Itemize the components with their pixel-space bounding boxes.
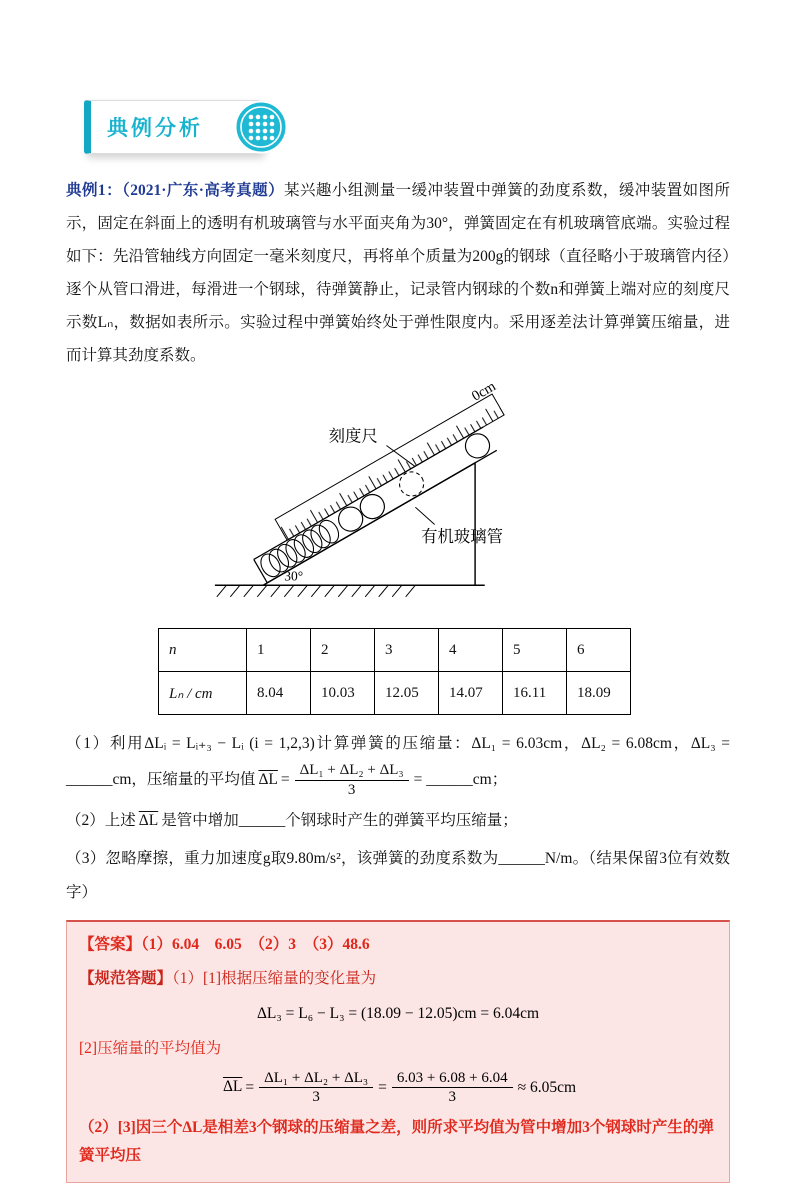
measurement-table <box>158 628 631 715</box>
table-cell: 1 <box>247 629 311 672</box>
table-cell: 18.09 <box>567 672 631 715</box>
fraction-numerator: 6.03 + 6.08 + 6.04 <box>392 1069 513 1089</box>
ground-hatching <box>217 585 416 597</box>
tube-leader-line <box>415 507 434 524</box>
table-row-L <box>159 672 631 715</box>
table-cell: 6 <box>567 629 631 672</box>
fraction-denominator: 3 <box>444 1088 462 1107</box>
fraction-denominator: 3 <box>343 781 361 800</box>
table-cell: 5 <box>503 629 567 672</box>
solution-step-3: （2）[3]因三个ΔL是相差3个钢球的压缩量之差，则所求平均值为管中增加3个钢球时产生的弹簧平均压 <box>79 1110 717 1174</box>
apparatus-figure <box>186 378 610 624</box>
problem-body-text: 某兴趣小组测量一缓冲装置中弹簧的劲度系数，缓冲装置如图所示，固定在斜面上的透明有机玻璃管与水平面夹角为30°，弹簧固定在有机玻璃管底端。实验过程如下：先沿管轴线方向固定一毫米刻度尺，再将单个质量为200g的钢球（直径略小于玻璃管内径）逐个从管口滑进，每滑进一个钢球，待弹簧静止，记录管内钢球的个数n和弹簧上端对应的刻度尺示数Lₙ，数据如表所示。实验过程中弹簧始终处于弹性限度内。采用逐差法计算弹簧压缩量，进而计算其劲度系数。 <box>66 182 730 364</box>
equals-sign: = <box>245 1078 254 1095</box>
solution-header-text: （1）[1]根据压缩量的变化量为 <box>172 970 376 987</box>
row-header-L: Lₙ / cm <box>159 672 247 715</box>
solution-formula-average <box>79 1066 717 1111</box>
ruler-label: 刻度尺 <box>329 427 378 446</box>
zero-mark-label: 0cm <box>469 378 499 404</box>
answer-text: （1）6.04 6.05 （2）3 （3）48.6 <box>141 936 370 953</box>
solution-step-2: [2]压缩量的平均值为 <box>79 1032 717 1066</box>
average-symbol: $\overline{\Delta L}$ <box>223 1078 242 1095</box>
q1-values: ΔL₁ = 6.03cm，ΔL₂ = 6.08cm，ΔL₃ = ______cm，压缩量的平均值 <box>66 735 730 788</box>
q1-average-symbol: $\overline{\Delta L}$ <box>258 771 277 788</box>
table-cell: 10.03 <box>311 672 375 715</box>
symbol-fraction <box>259 1069 373 1108</box>
q2-average-symbol: $\overline{\Delta L}$ <box>139 812 158 829</box>
question-3 <box>66 842 730 910</box>
table-cell: 2 <box>311 629 375 672</box>
answer-line <box>79 928 717 962</box>
answer-block <box>66 920 730 1183</box>
equals-sign: = <box>378 1078 387 1095</box>
fraction-denominator: 3 <box>307 1088 325 1107</box>
problem-statement <box>66 174 730 372</box>
q2-prefix: （2）上述 <box>66 812 136 829</box>
table-cell: 8.04 <box>247 672 311 715</box>
value-fraction <box>392 1069 513 1108</box>
q1-fraction <box>295 761 409 800</box>
fraction-numerator: ΔL₁ + ΔL₂ + ΔL₃ <box>259 1069 373 1089</box>
table-cell: 4 <box>439 629 503 672</box>
table-cell: 12.05 <box>375 672 439 715</box>
section-badge <box>84 100 262 154</box>
fraction-numerator: ΔL₁ + ΔL₂ + ΔL₃ <box>295 761 409 781</box>
q1-formula: ΔLᵢ = Lᵢ₊₃ − Lᵢ (i = 1,2,3) <box>144 735 315 752</box>
answer-label: 【答案】 <box>79 936 141 953</box>
tube-label: 有机玻璃管 <box>421 527 503 546</box>
table-cell: 16.11 <box>503 672 567 715</box>
approx-result: ≈ 6.05cm <box>518 1078 576 1095</box>
table-cell: 14.07 <box>439 672 503 715</box>
q1-blank-tail: = ______cm； <box>414 771 508 788</box>
incline-diagram <box>186 378 610 619</box>
solution-label: 【规范答题】 <box>79 970 172 987</box>
row-header-n: n <box>159 629 247 672</box>
q3-text: （3）忽略摩擦，重力加速度g取9.80m/s²，该弹簧的劲度系数为______N/m。（结果保留3位有效数字） <box>66 850 730 901</box>
q1-mid: 计算弹簧的压缩量： <box>315 735 472 752</box>
table-cell: 3 <box>375 629 439 672</box>
section-badge-label: 典例分析 <box>107 117 203 140</box>
q1-equals: = <box>281 771 290 788</box>
q2-suffix: 是管中增加______个钢球时产生的弹簧平均压缩量； <box>161 812 518 829</box>
solution-header <box>79 962 717 996</box>
dots-grid-icon <box>234 100 288 154</box>
solution-formula-delta: ΔL₃ = L₆ − L₃ = (18.09 − 12.05)cm = 6.04cm <box>79 996 717 1032</box>
angle-label: 30° <box>284 568 303 583</box>
table-row-n <box>159 629 631 672</box>
ruler <box>275 394 504 540</box>
question-2 <box>66 804 730 838</box>
q1-prefix: （1）利用 <box>66 735 144 752</box>
problem-source: 典例1：（2021·广东·高考真题） <box>66 182 284 199</box>
question-1 <box>66 727 730 800</box>
